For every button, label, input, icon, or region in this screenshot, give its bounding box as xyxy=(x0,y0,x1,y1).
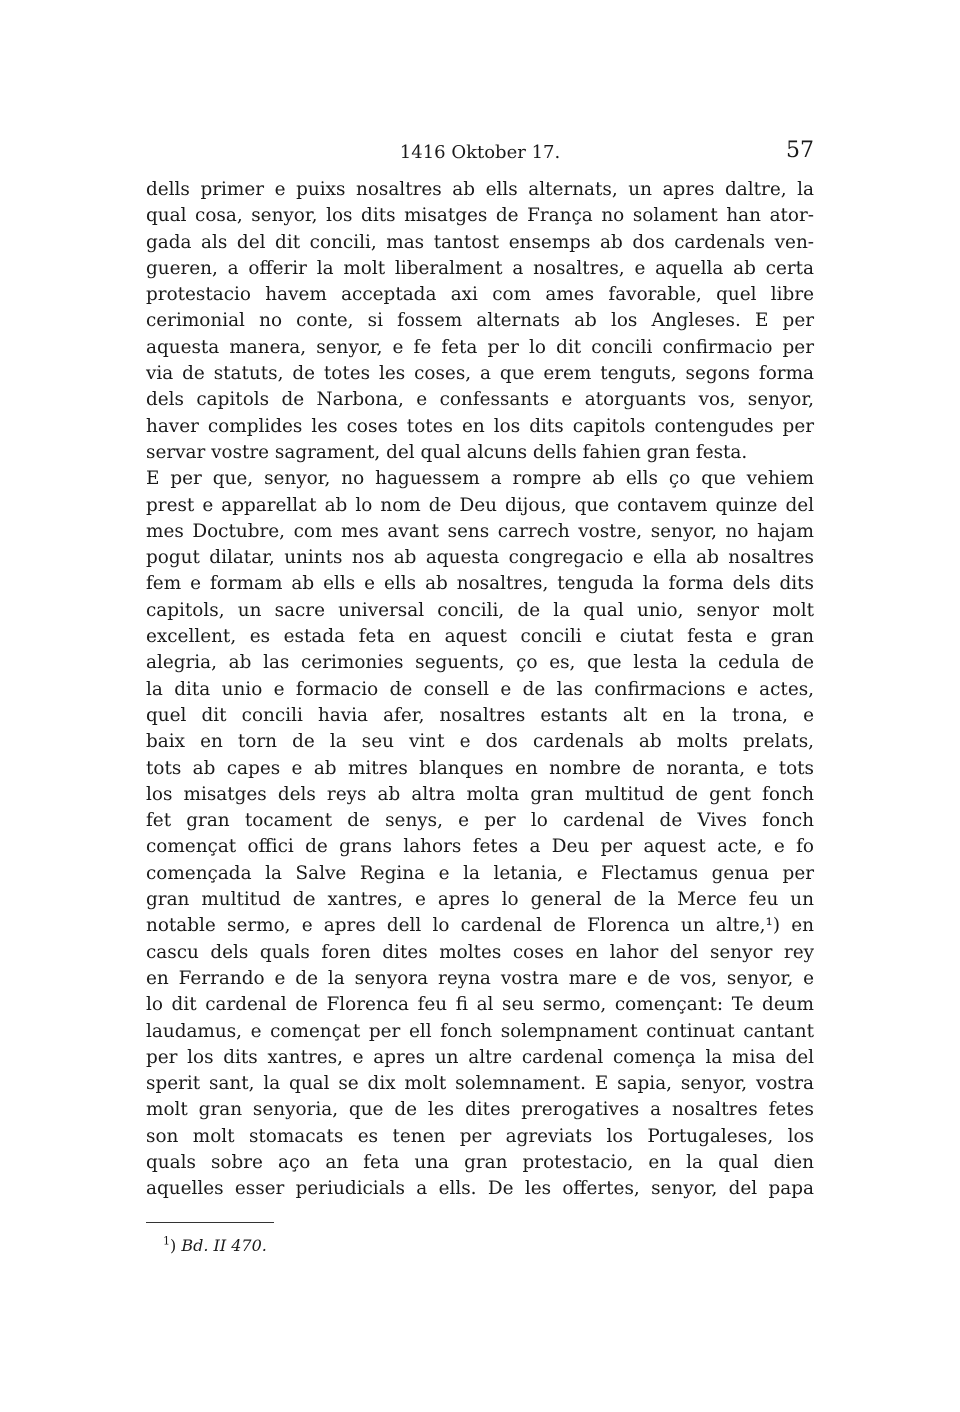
text-line: fem e formam ab ells e ells ab nosaltres, tenguda la forma dels dits xyxy=(146,573,814,595)
text-line: excellent, es estada feta en aquest concili e ciutat festa e gran xyxy=(146,626,814,648)
text-line: mes Doctubre, com mes avant sens carrech vostre, senyor, no hajam xyxy=(146,520,814,542)
text-line: E per que, senyor, no haguessem a rompre ab ells ço que vehiem xyxy=(146,468,814,490)
text-line: fet gran tocament de senys, e per lo cardenal de Vives fonch xyxy=(146,810,814,832)
text-line: gada als del dit concili, mas tantost ensemps ab dos cardenals ven- xyxy=(146,231,814,253)
text-line: tots ab capes e ab mitres blanques en nombre de noranta, e tots xyxy=(146,757,814,779)
text-line: laudamus, e començat per ell fonch solempnament continuat cantant xyxy=(146,1020,814,1042)
text-line: aquelles esser periudicials a ells. De les offertes, senyor, del papa xyxy=(146,1178,814,1200)
text-line: la dita unio e formacio de consell e de las confirmacions e actes, xyxy=(146,678,814,700)
text-line: notable sermo, e apres dell lo cardenal de Florenca un altre,¹) en xyxy=(146,915,814,937)
running-title: 1416 Oktober 17. xyxy=(399,142,561,163)
text-line: sperit sant, la qual se dix molt solemnament. E sapia, senyor, vostra xyxy=(146,1073,814,1095)
text-line: quals sobre aço an feta una gran protestacio, en la qual dien xyxy=(146,1151,814,1173)
footnote xyxy=(163,1236,267,1256)
text-line: en Ferrando e de la senyora reyna vostra mare e de vos, senyor, e xyxy=(146,967,814,989)
text-line: protestacio havem acceptada axi com ames favorable, quel libre xyxy=(146,284,814,306)
text-line: gueren, a offerir la molt liberalment a nosaltres, e aquella ab certa xyxy=(146,257,814,279)
footnote-text: Bd. II 470. xyxy=(181,1236,267,1255)
text-line: dells primer e puixs nosaltres ab ells alternats, un apres daltre, la xyxy=(146,179,814,200)
footnote-paren: ) xyxy=(170,1236,177,1255)
text-line: prest e apparellat ab lo nom de Deu dijous, que contavem quinze del xyxy=(146,494,814,516)
text-line: dels capitols de Narbona, e confessants e atorguants vos, senyor, xyxy=(146,389,814,411)
text-line: servar vostre sagrament, del qual alcuns dells fahien gran festa. xyxy=(146,441,748,463)
body-text xyxy=(146,177,814,1203)
footnote-marker: 1 xyxy=(163,1234,170,1248)
text-line: baix en torn de la seu vint e dos cardenals ab molts prelats, xyxy=(146,731,814,753)
text-line: pogut dilatar, unints nos ab aquesta congregacio e ella ab nosaltres xyxy=(146,547,814,569)
running-header xyxy=(146,138,814,168)
text-line: via de statuts, de totes les coses, a que erem tenguts, segons forma xyxy=(146,363,814,385)
text-line: començat offici de grans lahors fetes a Deu per aquest acte, e fo xyxy=(146,836,814,858)
footnote-divider xyxy=(146,1222,274,1223)
text-line: per los dits xantres, e apres un altre cardenal comença la misa del xyxy=(146,1046,814,1068)
text-line: los misatges dels reys ab altra molta gran multitud de gent fonch xyxy=(146,783,814,805)
text-line: son molt stomacats es tenen per agreviats los Portugaleses, los xyxy=(146,1125,814,1147)
text-line: capitols, un sacre universal concili, de la qual unio, senyor molt xyxy=(146,599,814,621)
text-line: gran multitud de xantres, e apres lo general de la Merce feu un xyxy=(146,889,814,911)
text-line: aquesta manera, senyor, e fe feta per lo dit concili confirmacio per xyxy=(146,336,814,358)
text-line: cascu dels quals foren dites moltes coses en lahor del senyor rey xyxy=(146,941,814,963)
text-line: quel dit concili havia afer, nosaltres estants alt en la trona, e xyxy=(146,704,814,726)
text-line: alegria, ab las cerimonies seguents, ço es, que lesta la cedula de xyxy=(146,652,814,674)
text-line: cerimonial no conte, si fossem alternats ab los Angleses. E per xyxy=(146,310,814,332)
text-line: començada la Salve Regina e la letania, e Flectamus genua per xyxy=(146,862,814,884)
text-line: molt gran senyoria, que de les dites prerogatives a nosaltres fetes xyxy=(146,1099,814,1121)
text-line: qual cosa, senyor, los dits misatges de França no solament han ator- xyxy=(146,205,814,227)
text-line: lo dit cardenal de Florenca feu fi al seu sermo, començant: Te deum xyxy=(146,994,814,1016)
page-number: 57 xyxy=(786,138,814,163)
text-line: haver complides les coses totes en los dits capitols contengudes per xyxy=(146,415,814,437)
